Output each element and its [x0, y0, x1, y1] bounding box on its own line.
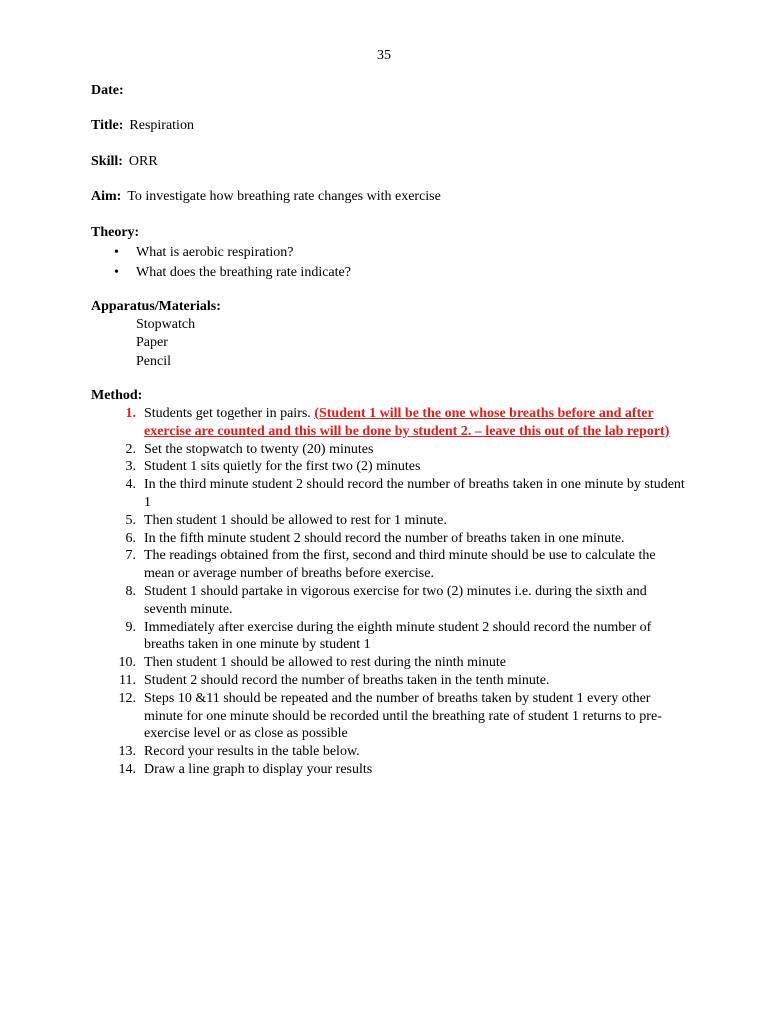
step-number: 7. — [125, 548, 136, 564]
step-number: 8. — [125, 583, 136, 599]
date-field — [91, 82, 124, 100]
method-step — [108, 547, 688, 583]
step-text: In the third minute student 2 should record the number of breaths taken in one minute by student 1 — [144, 477, 685, 510]
step-number: 12. — [118, 690, 136, 706]
theory-heading — [91, 224, 139, 242]
method-step — [108, 530, 688, 548]
step-text: Set the stopwatch to twenty (20) minutes — [144, 441, 374, 457]
method-step — [108, 476, 688, 512]
title-label: Title: — [91, 118, 124, 133]
theory-item-text: What is aerobic respiration? — [136, 245, 294, 260]
date-label: Date: — [91, 83, 124, 98]
step-text: Students get together in pairs. — [144, 406, 311, 421]
method-step — [108, 405, 688, 441]
materials-heading — [91, 298, 221, 316]
method-step — [108, 583, 688, 619]
step-text: Record your results in the table below. — [144, 744, 360, 760]
theory-list — [110, 243, 351, 282]
theory-heading-label: Theory: — [91, 225, 140, 240]
step-number: 4. — [125, 477, 136, 493]
skill-field — [91, 153, 158, 171]
step-number: 3. — [125, 459, 136, 475]
title-value: Respiration — [129, 118, 194, 133]
aim-label: Aim: — [91, 189, 122, 204]
theory-item — [110, 263, 351, 283]
skill-label: Skill: — [91, 154, 123, 169]
bullet-icon: • — [114, 245, 119, 260]
page-number: 35 — [377, 48, 391, 63]
step-text: Student 2 should record the number of breaths taken in the tenth minute. — [144, 672, 550, 688]
method-step — [108, 690, 688, 743]
step-number: 14. — [118, 761, 136, 777]
method-step — [108, 672, 688, 690]
step-note: (Student 1 will be the one whose breaths before and after exercise are counted and this will be done by student 2. – leave this out of the lab report) — [144, 406, 670, 439]
step-number: 6. — [125, 530, 136, 546]
method-heading-label: Method: — [91, 388, 143, 403]
materials-list — [136, 316, 195, 371]
bullet-icon: • — [114, 264, 119, 280]
step-number: 11. — [119, 672, 136, 688]
theory-item — [110, 243, 351, 263]
materials-heading-label: Apparatus/Materials: — [91, 299, 221, 314]
theory-item-text: What does the breathing rate indicate? — [136, 264, 351, 280]
materials-item: Pencil — [136, 353, 171, 369]
step-number: 10. — [118, 655, 136, 671]
materials-item: Paper — [136, 335, 168, 351]
step-number: 5. — [125, 512, 136, 528]
step-text: Student 1 should partake in vigorous exercise for two (2) minutes i.e. during the sixth and seventh minute. — [144, 583, 647, 617]
step-text: Draw a line graph to display your results — [144, 761, 373, 777]
aim-field — [91, 188, 441, 206]
aim-value: To investigate how breathing rate changes with exercise — [127, 189, 441, 204]
step-text: Steps 10 &11 should be repeated and the number of breaths taken by student 1 every other minute for one minute should be recorded until the breathing rate of student 1 returns to pre-exercise level or as close as possible — [144, 690, 662, 742]
step-text: Then student 1 should be allowed to rest for 1 minute. — [144, 512, 447, 528]
step-text: The readings obtained from the first, second and third minute should be use to calculate the mean or average number of breaths before exercise. — [144, 548, 656, 582]
method-step — [108, 654, 688, 672]
step-number: 1. — [125, 406, 136, 421]
step-text: Student 1 sits quietly for the first two (2) minutes — [144, 459, 421, 475]
step-number: 9. — [125, 619, 136, 635]
method-step — [108, 441, 688, 459]
step-text: Immediately after exercise during the eighth minute student 2 should record the number of breaths taken in one minute by student 1 — [144, 619, 652, 653]
method-heading — [91, 387, 142, 405]
materials-item: Stopwatch — [136, 317, 196, 332]
method-step — [108, 619, 688, 655]
method-step — [108, 761, 688, 779]
step-number: 2. — [125, 441, 136, 457]
method-step — [108, 512, 688, 530]
method-step — [108, 458, 688, 476]
step-number: 13. — [118, 744, 136, 760]
method-list — [108, 405, 688, 779]
step-text: Then student 1 should be allowed to rest during the ninth minute — [144, 655, 506, 671]
step-text: In the fifth minute student 2 should record the number of breaths taken in one minute. — [144, 530, 625, 546]
skill-value: ORR — [128, 154, 158, 169]
method-step — [108, 743, 688, 761]
title-field — [91, 117, 194, 135]
